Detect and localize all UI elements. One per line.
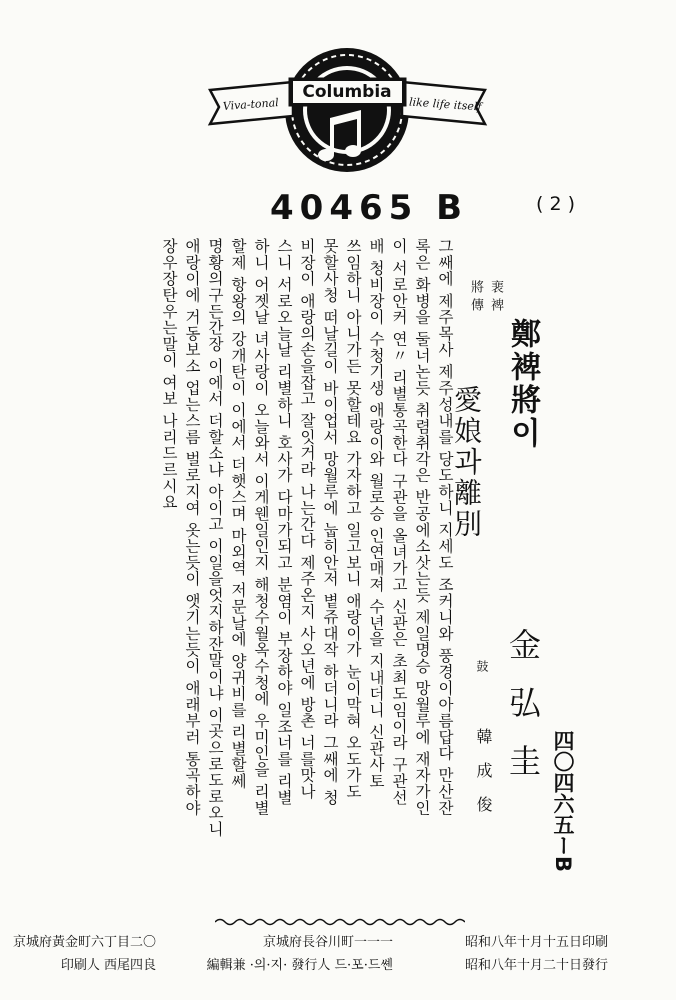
colophon-print-date: 昭和八年十月十五日印刷 [464,935,608,950]
colophon-publisher [207,958,393,973]
colophon-printer: 印刷人 西尾四良 [60,958,156,973]
title-main: 鄭裨將이 [505,318,540,450]
colophon-publish-date: 昭和八年十月二十日發行 [464,958,608,973]
colophon-printer-address: 京城府黃金町六丁目二〇 [12,935,156,950]
lyrics-block [157,238,456,898]
logo-brand: Columbia [302,82,392,102]
lyric-line: 애랑이에 거동보소 업는스름 벌로지여 옷는듯이 앳기는듯이 애래부러 통곡하야 [183,238,201,816]
title-sub: 愛娘과離別 [450,385,483,540]
columbia-logo [205,28,490,173]
lyric-line: 배 청비장이 수청기생 애랑이와 월로승 인연매져 수년을 지내더니 신관사토 [367,238,385,790]
lyric-line: 쓰임하니 아니가든 못할테요 가자하고 일고보니 애랑이가 눈이막혀 오도가도 [344,238,362,800]
page-indicator: ( 2 ) [536,193,575,215]
logo-slogan-right: like life itself [408,95,482,114]
accompanist-name: 韓成俊 [474,728,493,830]
lyric-line: 이 서로안커 연〃 리별통곡한다 구관을 올녀가고 신관은 초최도임이라 구관선 [390,238,408,806]
side-catalog-number: 四〇四六五ーB [551,730,575,873]
lyric-line: 스니 서로오늘날 리별하니 호사가 다마가되고 분염이 부장하야 일조너를 리별 [275,238,293,806]
catalog-number: 40465 B [270,188,469,228]
singer-name: 金弘圭 [504,628,542,802]
lyric-line: 할제 항왕의 강개탄이 이에서 더햇스며 마외역 저문날에 양귀비를 리별할쎄 [229,238,247,790]
colophon-editor: 編輯兼 ·의·지· [206,958,288,973]
lyric-line: 비장이 애랑의손을잡고 잘잇거라 나는간다 제주온지 사오년에 방촌 너를맛나 [298,238,316,800]
lyric-line: 록은 화병을 둘너논듯 취렴취각은 반공에소삿는듯 제일명승 망월루에 재자가인 [413,238,431,816]
lyric-line: 그쌔에 제주목사 제주성내를 당도하니 지세도 조커니와 풍경이아름답다 만산잔 [436,238,454,816]
lyric-line: 명황의구든간장 이에서 더할소냐 아이고 이일을엇지하잔말이냐 이곳으로도로오니 [206,238,224,838]
lyric-line: 못할사청 떠날길이 바이업서 망월루에 눕히안저 볕쥬대작 하더니라 그쌔에 청 [321,238,339,806]
genre-line-2: 將傳 [468,280,483,316]
colophon-publisher-name: 發行人 드·포·드쏀 [291,958,393,973]
colophon-publisher-address: 京城府長谷川町一一一 [262,935,393,950]
logo-slogan-left: Viva-tonal [222,96,280,113]
genre-line-1: 裵裨 [488,280,503,316]
lyric-line: 하니 어젯날 녀사랑이 오늘와서 이게웬일인지 해청수월옥수청에 우미인을 리별 [252,238,270,816]
wavy-divider [215,917,465,927]
instrument-label: 鼓 [475,660,489,672]
lyric-line: 장우장탄우는말이 여보 나리드르시요 [160,238,178,511]
